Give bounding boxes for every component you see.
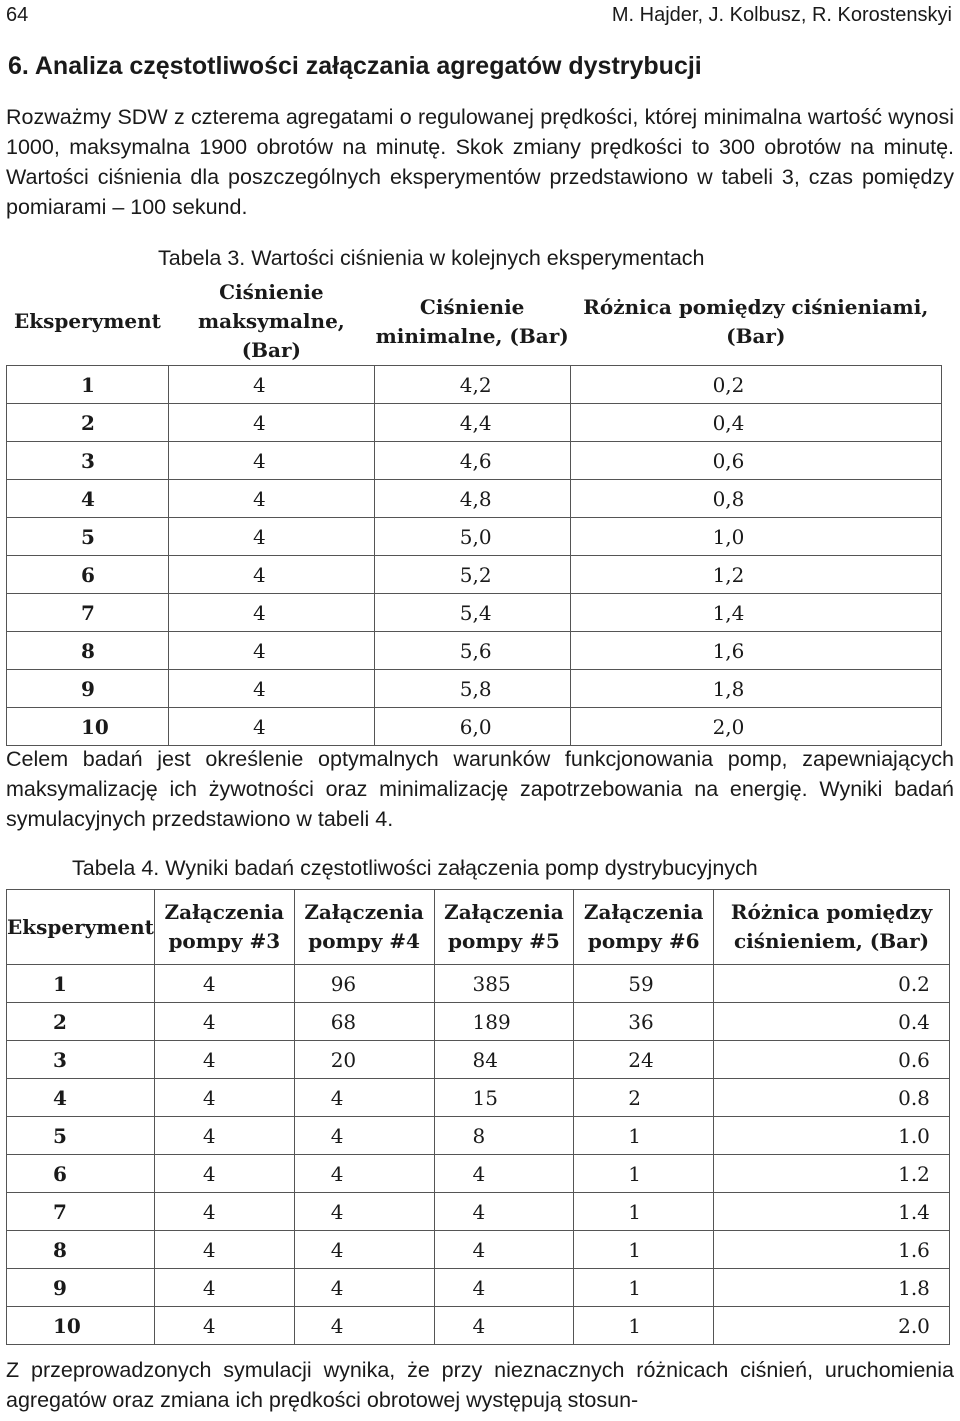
- pressure-table-row: [7, 366, 942, 404]
- table-cell: 4: [154, 1307, 294, 1345]
- table-cell: 4: [154, 1269, 294, 1307]
- table-cell: 5,2: [374, 556, 570, 594]
- table-cell: 59: [574, 965, 714, 1003]
- column-header-experiment: Eksperyment: [7, 890, 155, 965]
- table-cell: 4: [294, 1079, 434, 1117]
- table-cell: 1.6: [714, 1231, 950, 1269]
- table-cell: 4: [154, 1117, 294, 1155]
- table-cell: 1: [574, 1307, 714, 1345]
- pump-table-row: [7, 1307, 950, 1345]
- table-cell: 1: [7, 965, 155, 1003]
- pressure-table-header-row: [7, 278, 942, 366]
- running-header: [6, 4, 952, 34]
- pump-table-row: [7, 1079, 950, 1117]
- table-cell: 4: [168, 366, 374, 404]
- table-cell: 1,6: [570, 632, 941, 670]
- table-cell: 10: [7, 1307, 155, 1345]
- table-cell: 1,8: [570, 670, 941, 708]
- table-cell: 1: [574, 1269, 714, 1307]
- table-cell: 4: [154, 1041, 294, 1079]
- table-cell: 1: [574, 1155, 714, 1193]
- table-cell: 96: [294, 965, 434, 1003]
- table-cell: 4: [434, 1193, 574, 1231]
- pump-table-row: [7, 1117, 950, 1155]
- column-header-pressure-difference: Różnica pomiędzy ciśnieniami, (Bar): [583, 294, 929, 348]
- table-cell: 4: [434, 1155, 574, 1193]
- table-cell: 1,2: [570, 556, 941, 594]
- pump-table-row: [7, 1155, 950, 1193]
- table-cell: 2: [7, 1003, 155, 1041]
- column-header-pump-4: Załączenia pompy #4: [294, 890, 434, 965]
- table-cell: 1: [574, 1117, 714, 1155]
- column-header-pump-5: Załączenia pompy #5: [434, 890, 574, 965]
- table-cell: 0,2: [570, 366, 941, 404]
- table-cell: 4: [154, 1231, 294, 1269]
- table-cell: 0,6: [570, 442, 941, 480]
- pressure-table-row: [7, 404, 942, 442]
- table-cell: 4: [294, 1269, 434, 1307]
- intro-paragraph: Rozważmy SDW z czterema agregatami o regulowanej prędkości, której minimalna wartość wynosi 1000, maksymalna 1900 obrotów na minutę. Skok zmiany prędkości to 300 obrotów na minutę. Wartości ciśnienia dla poszczególnych eksperymentów przedstawiono w tabeli 3, czas pomiędzy pomiarami – 100 sekund.: [6, 105, 954, 219]
- table-cell: 7: [7, 594, 169, 632]
- table-cell: 385: [434, 965, 574, 1003]
- pump-table-row: [7, 965, 950, 1003]
- table-cell: 4: [294, 1307, 434, 1345]
- pressure-table-row: [7, 556, 942, 594]
- pump-table-row: [7, 1003, 950, 1041]
- pressure-table-row: [7, 594, 942, 632]
- table-cell: 4: [294, 1155, 434, 1193]
- table-cell: 189: [434, 1003, 574, 1041]
- table-cell: 68: [294, 1003, 434, 1041]
- column-header-pump-3: Załączenia pompy #3: [154, 890, 294, 965]
- table-cell: 4: [154, 1155, 294, 1193]
- table3-caption: Tabela 3. Wartości ciśnienia w kolejnych eksperymentach: [158, 246, 705, 270]
- table-cell: 4,8: [374, 480, 570, 518]
- table-cell: 1,0: [570, 518, 941, 556]
- table-cell: 3: [7, 1041, 155, 1079]
- pump-table-row: [7, 1231, 950, 1269]
- table-cell: 4,6: [374, 442, 570, 480]
- table-cell: 15: [434, 1079, 574, 1117]
- table-cell: 4: [154, 965, 294, 1003]
- column-header-max-pressure: Ciśnienie maksymalne, (Bar): [197, 280, 345, 362]
- table-cell: 1,4: [570, 594, 941, 632]
- table-cell: 3: [7, 442, 169, 480]
- table-cell: 4: [168, 404, 374, 442]
- pressure-table-row: [7, 480, 942, 518]
- table-cell: 1: [574, 1193, 714, 1231]
- table-cell: 1: [7, 366, 169, 404]
- table-cell: 5,6: [374, 632, 570, 670]
- table-cell: 1.8: [714, 1269, 950, 1307]
- table-cell: 4: [7, 1079, 155, 1117]
- table-cell: 0.4: [714, 1003, 950, 1041]
- table-cell: 4: [294, 1117, 434, 1155]
- table-cell: 8: [434, 1117, 574, 1155]
- table-cell: 8: [7, 632, 169, 670]
- table-cell: 2: [574, 1079, 714, 1117]
- table-cell: 4: [168, 556, 374, 594]
- table-cell: 2.0: [714, 1307, 950, 1345]
- table-cell: 4: [168, 594, 374, 632]
- pressure-table-row: [7, 442, 942, 480]
- table-cell: 4: [168, 632, 374, 670]
- table-cell: 5: [7, 518, 169, 556]
- column-header-min-pressure: Ciśnienie minimalne, (Bar): [375, 294, 569, 348]
- table4-caption: Tabela 4. Wyniki badań częstotliwości załączenia pomp dystrybucyjnych: [72, 856, 758, 880]
- table-cell: 6: [7, 556, 169, 594]
- table-cell: 0,4: [570, 404, 941, 442]
- table-cell: 1.4: [714, 1193, 950, 1231]
- pressure-table: [6, 278, 942, 746]
- table-cell: 20: [294, 1041, 434, 1079]
- table-cell: 8: [7, 1231, 155, 1269]
- table-cell: 84: [434, 1041, 574, 1079]
- table-cell: 0.8: [714, 1079, 950, 1117]
- pump-table-row: [7, 1041, 950, 1079]
- table-cell: 1: [574, 1231, 714, 1269]
- table-cell: 4: [168, 670, 374, 708]
- table-cell: 6,0: [374, 708, 570, 746]
- table-cell: 10: [7, 708, 169, 746]
- table-cell: 1.0: [714, 1117, 950, 1155]
- column-header-experiment: Eksperyment: [14, 309, 161, 333]
- table-cell: 4,4: [374, 404, 570, 442]
- table-cell: 9: [7, 670, 169, 708]
- table-cell: 36: [574, 1003, 714, 1041]
- pump-table-header-row: [7, 890, 950, 965]
- table-cell: 4,2: [374, 366, 570, 404]
- table-cell: 4: [154, 1193, 294, 1231]
- table-cell: 0,8: [570, 480, 941, 518]
- table-cell: 5,0: [374, 518, 570, 556]
- table-cell: 4: [168, 518, 374, 556]
- table-cell: 1.2: [714, 1155, 950, 1193]
- goal-paragraph: Celem badań jest określenie optymalnych warunków funkcjonowania pomp, zapewniających maksymalizację ich żywotności oraz minimalizację zapotrzebowania na energię. Wyniki badań symulacyjnych przedstawiono w tabeli 4.: [6, 747, 954, 831]
- conclusion-paragraph: Z przeprowadzonych symulacji wynika, że przy nieznacznych różnicach ciśnień, uruchomienia agregatów oraz zmiana ich prędkości obrotowej występują stosun-: [6, 1358, 954, 1412]
- table-cell: 4: [434, 1307, 574, 1345]
- table-cell: 5,8: [374, 670, 570, 708]
- table-cell: 4: [7, 480, 169, 518]
- section-title: 6. Analiza częstotliwości załączania agregatów dystrybucji: [8, 52, 702, 80]
- table-cell: 5: [7, 1117, 155, 1155]
- table-cell: 4: [294, 1231, 434, 1269]
- running-authors: M. Hajder, J. Kolbusz, R. Korostenskyi: [611, 4, 952, 26]
- table-cell: 4: [154, 1079, 294, 1117]
- pressure-table-row: [7, 632, 942, 670]
- table-cell: 4: [168, 480, 374, 518]
- pressure-table-row: [7, 518, 942, 556]
- column-header-pump-6: Załączenia pompy #6: [574, 890, 714, 965]
- table-cell: 0.6: [714, 1041, 950, 1079]
- table-cell: 4: [154, 1003, 294, 1041]
- pump-table-row: [7, 1269, 950, 1307]
- pump-switching-table: [6, 889, 950, 1345]
- table-cell: 24: [574, 1041, 714, 1079]
- column-header-pressure-difference: Różnica pomiędzy ciśnieniem, (Bar): [714, 890, 950, 965]
- table-cell: 2,0: [570, 708, 941, 746]
- pressure-table-row: [7, 670, 942, 708]
- table-cell: 4: [168, 442, 374, 480]
- table-cell: 4: [434, 1231, 574, 1269]
- pump-table-row: [7, 1193, 950, 1231]
- table-cell: 7: [7, 1193, 155, 1231]
- pressure-table-row: [7, 708, 942, 746]
- table-cell: 4: [434, 1269, 574, 1307]
- table-cell: 4: [168, 708, 374, 746]
- table-cell: 4: [294, 1193, 434, 1231]
- table-cell: 5,4: [374, 594, 570, 632]
- table-cell: 2: [7, 404, 169, 442]
- page-number: 64: [6, 4, 29, 26]
- table-cell: 0.2: [714, 965, 950, 1003]
- table-cell: 6: [7, 1155, 155, 1193]
- table-cell: 9: [7, 1269, 155, 1307]
